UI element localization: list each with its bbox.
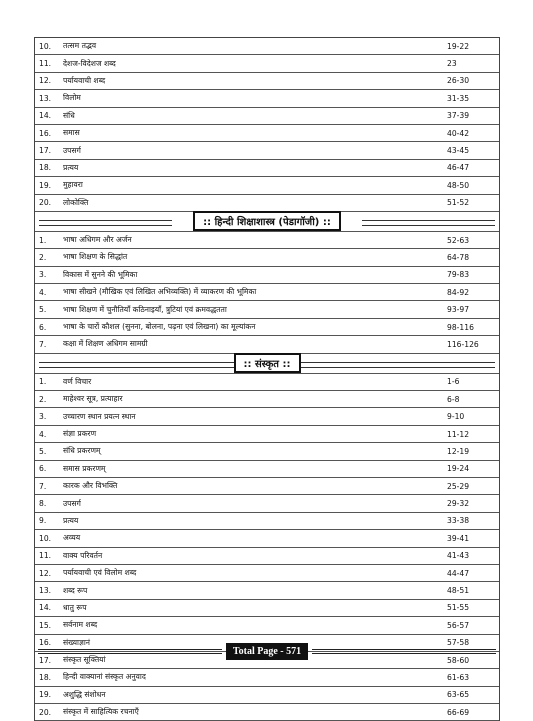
toc-row	[35, 617, 499, 634]
row-number: 13.	[39, 586, 52, 596]
row-number: 1.	[39, 377, 47, 387]
row-topic: भाषा अधिगम और अर्जन	[63, 235, 132, 245]
row-topic: वर्ण विचार	[63, 376, 92, 386]
toc-row	[35, 232, 499, 249]
toc-row	[35, 426, 499, 443]
row-pages: 44-47	[447, 568, 470, 578]
toc-row	[35, 704, 499, 721]
row-topic: देशज-विदेशज शब्द	[63, 58, 116, 68]
toc-row	[35, 374, 499, 391]
toc-row	[35, 530, 499, 547]
row-topic: लोकोक्ति	[63, 197, 89, 207]
row-pages: 12-19	[447, 446, 470, 456]
footer-rule-right	[312, 649, 496, 654]
row-pages: 84-92	[447, 287, 470, 297]
toc-row	[35, 177, 499, 194]
row-pages: 52-63	[447, 235, 470, 245]
toc-row	[35, 319, 499, 336]
row-topic: संज्ञा प्रकरण	[63, 429, 97, 438]
row-number: 12.	[39, 76, 52, 86]
row-pages: 48-51	[447, 586, 470, 596]
toc-row	[35, 513, 499, 530]
toc-row	[35, 284, 499, 301]
row-topic: मुहावरा	[63, 180, 83, 190]
toc-row	[35, 267, 499, 284]
row-pages: 33-38	[447, 516, 470, 526]
row-topic: शब्द रूप	[63, 585, 88, 595]
row-pages: 116-126	[447, 339, 479, 349]
row-pages: 41-43	[447, 551, 470, 561]
row-number: 17.	[39, 655, 52, 665]
row-number: 17.	[39, 146, 52, 156]
toc-row	[35, 582, 499, 599]
toc-row	[35, 55, 499, 72]
row-number: 9.	[39, 516, 47, 526]
row-pages: 29-32	[447, 499, 470, 509]
section-hindi-grammar	[35, 38, 499, 212]
row-topic: प्रत्यय	[63, 515, 79, 525]
row-pages: 31-35	[447, 93, 470, 103]
section-title-sanskrit: :: संस्कृत ::	[234, 353, 301, 373]
row-number: 20.	[39, 198, 52, 208]
row-pages: 6-8	[447, 394, 460, 404]
toc-row	[35, 195, 499, 212]
row-topic: धातु रूप	[63, 602, 87, 612]
row-number: 4.	[39, 429, 47, 439]
row-topic: अशुद्धि संशोधन	[63, 689, 106, 699]
toc-row	[35, 125, 499, 142]
row-topic: संस्कृत सूक्तियां	[63, 655, 106, 665]
row-number: 6.	[39, 464, 47, 474]
row-number: 1.	[39, 235, 47, 245]
row-topic: हिन्दी वाक्यानां संस्कृत अनुवाद	[63, 672, 146, 682]
toc-row	[35, 600, 499, 617]
row-pages: 48-50	[447, 180, 470, 190]
row-number: 5.	[39, 305, 47, 315]
toc-row	[35, 461, 499, 478]
row-number: 3.	[39, 270, 47, 280]
row-pages: 66-69	[447, 707, 470, 717]
toc-row	[35, 669, 499, 686]
row-topic: अव्यय	[63, 533, 81, 543]
row-pages: 64-78	[447, 252, 470, 262]
toc-row	[35, 478, 499, 495]
row-topic: संख्याज्ञानं	[63, 637, 90, 647]
row-number: 18.	[39, 672, 52, 682]
toc-row	[35, 73, 499, 90]
toc-table	[34, 37, 500, 721]
footer-bar	[34, 643, 500, 659]
row-number: 2.	[39, 394, 47, 404]
toc-row	[35, 249, 499, 266]
row-number: 19.	[39, 180, 52, 190]
row-pages: 39-41	[447, 533, 470, 543]
row-number: 5.	[39, 446, 47, 456]
row-number: 16.	[39, 638, 52, 648]
toc-row	[35, 142, 499, 159]
row-topic: वाक्य परिवर्तन	[63, 550, 103, 560]
row-topic: कारक और विभक्ति	[63, 481, 118, 491]
row-topic: पर्यायवाची एवं विलोम शब्द	[63, 568, 137, 578]
row-topic: माहेश्वर सूत्र, प्रत्याहार	[63, 394, 123, 404]
toc-row	[35, 687, 499, 704]
row-pages: 63-65	[447, 690, 470, 700]
row-topic: भाषा शिक्षण में चुनौतियाँ कठिनाइयाँ, त्रुटियां एवं क्रमवद्धतता	[63, 304, 227, 314]
row-topic: समास प्रकरणम्	[63, 463, 106, 473]
row-pages: 40-42	[447, 128, 470, 138]
toc-row	[35, 108, 499, 125]
row-number: 14.	[39, 111, 52, 121]
row-pages: 79-83	[447, 270, 470, 280]
row-pages: 19-24	[447, 464, 470, 474]
toc-row	[35, 38, 499, 55]
row-topic: संस्कृत में साहित्यिक रचनाएँ	[63, 707, 139, 717]
row-topic: उपसर्ग	[63, 145, 81, 155]
row-number: 4.	[39, 287, 47, 297]
row-number: 12.	[39, 568, 52, 578]
row-topic: संधि प्रकरणम्	[63, 446, 101, 456]
toc-row	[35, 408, 499, 425]
section-header-pedagogy	[35, 212, 499, 232]
toc-row	[35, 301, 499, 318]
row-topic: विलोम	[63, 93, 81, 103]
row-number: 2.	[39, 252, 47, 262]
toc-row	[35, 391, 499, 408]
row-topic: भाषा के चारों कौशल (सुनना, बोलना, पढ़ना एवं लिखना) का मूल्यांकन	[63, 322, 256, 332]
row-number: 3.	[39, 412, 47, 422]
row-pages: 56-57	[447, 620, 470, 630]
row-topic: कक्षा में शिक्षण अधिगम सामग्री	[63, 339, 148, 349]
row-topic: सर्वनाम शब्द	[63, 620, 98, 630]
row-topic: विकास में सुनने की भूमिका	[63, 269, 138, 279]
row-number: 20.	[39, 707, 52, 717]
section-header-sanskrit	[35, 354, 499, 374]
row-number: 6.	[39, 322, 47, 332]
total-page-badge: Total Page - 571	[226, 643, 308, 660]
toc-row	[35, 548, 499, 565]
row-number: 14.	[39, 603, 52, 613]
row-pages: 11-12	[447, 429, 470, 439]
row-pages: 98-116	[447, 322, 474, 332]
toc-row	[35, 565, 499, 582]
row-pages: 23	[447, 59, 457, 69]
row-pages: 93-97	[447, 305, 470, 315]
toc-row	[35, 443, 499, 460]
row-pages: 43-45	[447, 146, 470, 156]
toc-row	[35, 336, 499, 353]
row-pages: 26-30	[447, 76, 470, 86]
row-number: 19.	[39, 690, 52, 700]
toc-row	[35, 90, 499, 107]
row-pages: 37-39	[447, 111, 470, 121]
row-number: 7.	[39, 481, 47, 491]
row-pages: 61-63	[447, 672, 470, 682]
row-pages: 25-29	[447, 481, 470, 491]
section-title-pedagogy: :: हिन्दी शिक्षाशास्त्र (पेडागॉजी) ::	[193, 211, 341, 231]
row-pages: 57-58	[447, 638, 470, 648]
row-topic: उपसर्ग	[63, 498, 81, 508]
row-pages: 51-55	[447, 603, 470, 613]
toc-page	[34, 37, 500, 721]
row-pages: 1-6	[447, 377, 460, 387]
section-sanskrit	[35, 374, 499, 721]
row-pages: 58-60	[447, 655, 470, 665]
row-topic: उच्चारण स्थान प्रयत्न स्थान	[63, 411, 136, 421]
row-number: 11.	[39, 59, 52, 69]
row-number: 8.	[39, 499, 47, 509]
footer-rule-left	[38, 649, 222, 654]
row-pages: 9-10	[447, 412, 465, 422]
row-number: 7.	[39, 339, 47, 349]
row-topic: तत्सम तद्भव	[63, 41, 97, 51]
row-pages: 51-52	[447, 198, 470, 208]
toc-row	[35, 495, 499, 512]
row-number: 16.	[39, 128, 52, 138]
row-number: 10.	[39, 533, 52, 543]
row-number: 18.	[39, 163, 52, 173]
row-number: 10.	[39, 41, 52, 51]
row-pages: 19-22	[447, 41, 470, 51]
row-topic: समास	[63, 128, 80, 138]
row-topic: भाषा सीखने (मौखिक एवं लिखित अभिव्यक्ति) में व्याकरण की भूमिका	[63, 287, 257, 297]
row-topic: प्रत्यय	[63, 162, 79, 172]
toc-row	[35, 160, 499, 177]
section-pedagogy	[35, 232, 499, 354]
row-pages: 46-47	[447, 163, 470, 173]
row-topic: भाषा शिक्षण के सिद्धांत	[63, 252, 128, 262]
row-topic: संधि	[63, 110, 75, 120]
row-number: 15.	[39, 620, 52, 630]
row-number: 13.	[39, 93, 52, 103]
row-topic: पर्यायवाची शब्द	[63, 75, 106, 85]
row-number: 11.	[39, 551, 52, 561]
